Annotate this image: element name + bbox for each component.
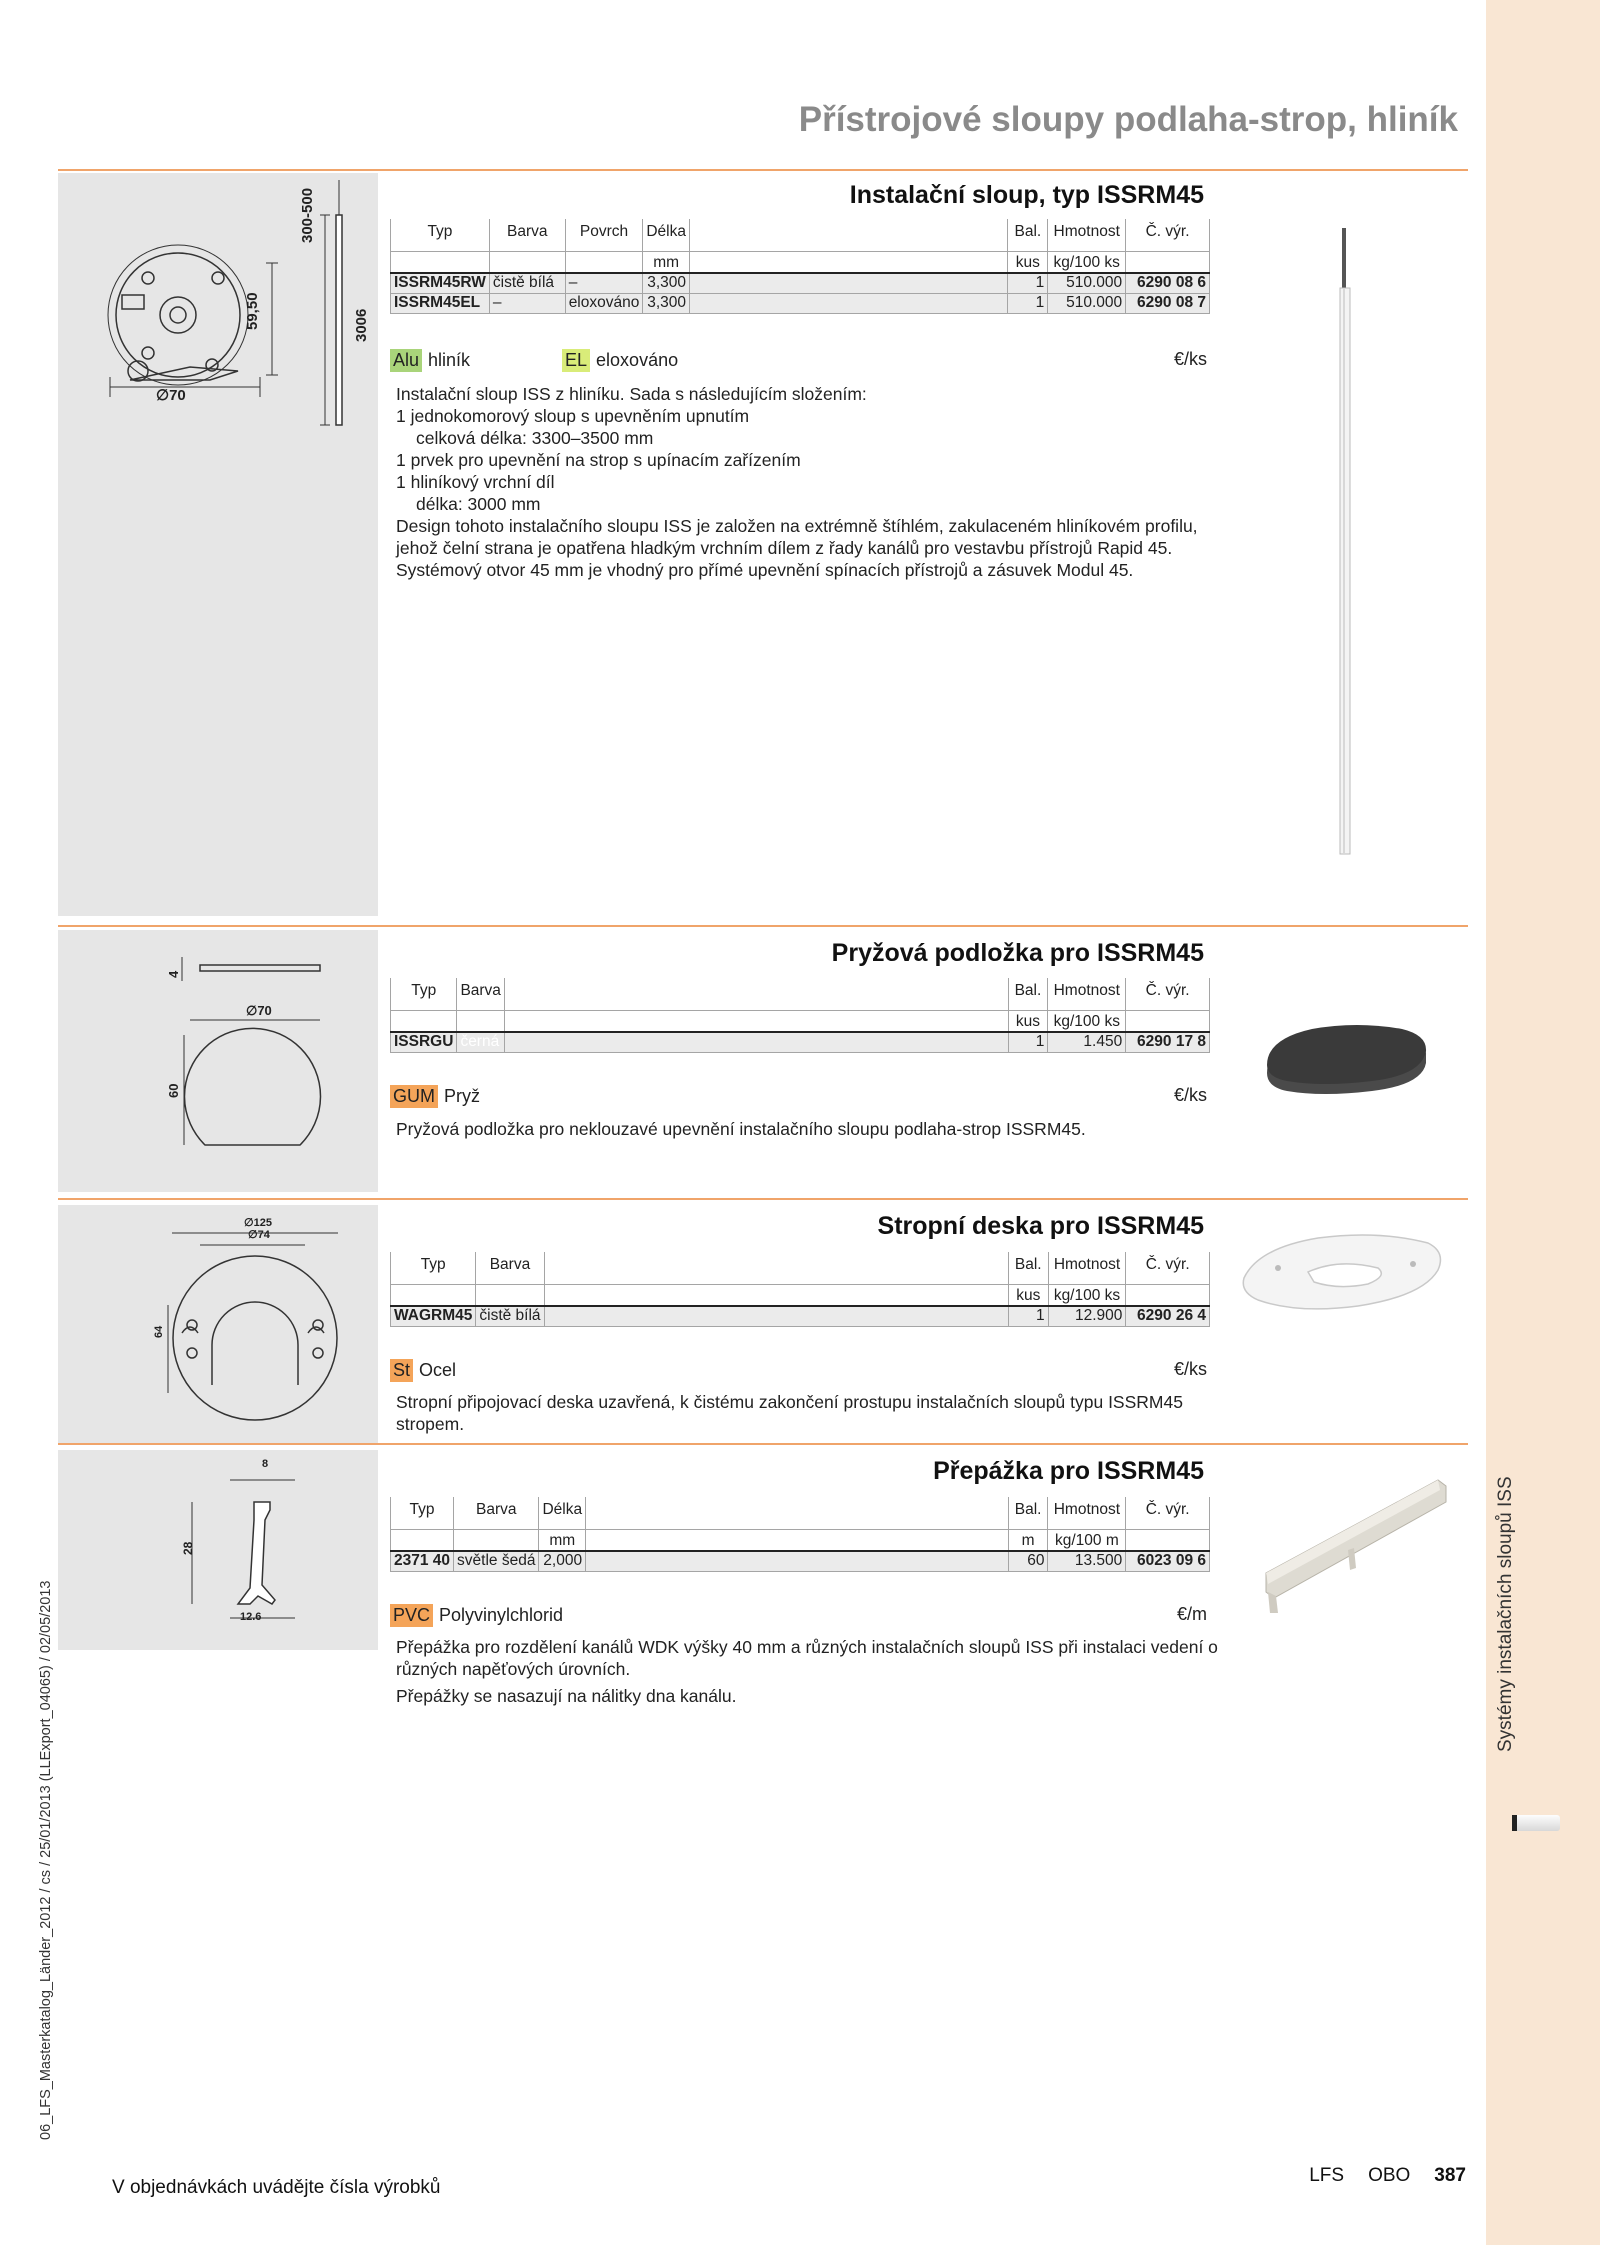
col-header-barva: Barva [489, 219, 565, 251]
material-badge: PVC [390, 1604, 433, 1627]
section-title: Přepážka pro ISSRM45 [933, 1457, 1204, 1485]
footer-note: V objednávkách uvádějte čísla výrobků [112, 2177, 441, 2198]
section-title: Stropní deska pro ISSRM45 [877, 1212, 1204, 1240]
section-title: Instalační sloup, typ ISSRM45 [849, 181, 1204, 209]
material-badge: St [390, 1359, 413, 1382]
column-product-image [1330, 220, 1360, 860]
finish-legend: EL eloxováno [562, 349, 678, 372]
dim-thickness-label: 4 [166, 970, 181, 978]
material-legend: St Ocel [390, 1359, 456, 1382]
side-strip [1486, 0, 1600, 2245]
rubber-pad-product-image [1262, 1025, 1432, 1100]
pad-technical-drawing [160, 945, 340, 1165]
product-description: Instalační sloup ISS z hliníku. Sada s následujícím složením: 1 jednokomorový sloup s upevněním upnutím celková délka: 3300–3500 mm 1 prvek pro upevnění na strop s upínacím zařízením 1 hliníkový vrchní díl délka: 3000 mm Design tohoto instalačního sloupu ISS je založen na extrémně štíhlém, zakulaceném hliníkovém profilu, jehož čelní strana je opatřena hladkým vrchním dílem z řady kanálů pro vestavbu přístrojů Rapid 45. Systémový otvor 45 mm je vhodný pro přímé upevnění spínacích přístrojů a zásuvek Modul 45. [396, 384, 1198, 580]
dim-top-width-label: 8 [262, 1458, 269, 1470]
table-row: ISSRM45EL – eloxováno 3,300 1 510.000 6290 08 7 [391, 293, 1210, 313]
side-tab-marker [1512, 1815, 1560, 1831]
side-category-label: Systémy instalačních sloupů ISS [1495, 1476, 1516, 1752]
section-divider [58, 169, 1468, 171]
page-title: Přístrojové sloupy podlaha-strop, hliník [798, 100, 1458, 139]
col-header-cislo: Č. výr. [1126, 219, 1210, 251]
ceiling-plate-technical-drawing [150, 1225, 350, 1435]
dim-outer-diameter-label: ∅125 [244, 1217, 272, 1229]
col-header-povrch: Povrch [565, 219, 643, 251]
col-header-bal: Bal. [1008, 219, 1048, 251]
unit-delka: mm [643, 251, 690, 273]
dim-width-label: 59,50 [244, 292, 261, 330]
price-unit: €/m [1176, 1604, 1207, 1624]
material-badge: GUM [390, 1085, 438, 1108]
vertical-footer-note: 06_LFS_Masterkatalog_Länder_2012 / cs / 25/01/2013 (LLExport_04065) / 02/05/2013 [38, 1580, 54, 2140]
product-table: Typ Barva Délka Bal. Hmotnost Č. výr. mm m kg/100 m 2371 40 světle šedá 2,000 60 13.500 6023 09 6 [390, 1497, 1210, 1572]
footer-brand: LFS OBO 387 [1309, 2165, 1466, 2186]
dim-top-label: 300-500 [299, 187, 316, 243]
product-table [390, 219, 1210, 314]
dim-inner-diameter-label: ∅74 [248, 1229, 270, 1241]
price-unit: €/ks [1173, 1085, 1207, 1105]
page-number: 387 [1434, 2165, 1466, 2186]
material-legend: Alu hliník [390, 349, 470, 372]
section-divider [58, 1198, 1468, 1200]
dim-height-label: 60 [166, 1083, 181, 1098]
table-row: WAGRM45 čistě bílá 1 12.900 6290 26 4 [391, 1306, 1210, 1326]
product-description: Přepážka pro rozdělení kanálů WDK výšky 40 mm a různých instalačních sloupů ISS při instalaci vedení o různých napěťových úrovních. Přepážky se nasazují na nálitky dna kanálu. [396, 1637, 1218, 1706]
table-row: ISSRM45RW čistě bílá – 3,300 1 510.000 6290 08 6 [391, 273, 1210, 293]
dim-height-label: 64 [153, 1325, 165, 1338]
dim-base-width-label: 12.6 [240, 1611, 262, 1623]
finish-badge: EL [562, 349, 590, 372]
divider-product-image [1258, 1468, 1448, 1628]
unit-bal: kus [1008, 251, 1048, 273]
dim-diameter-label: ∅70 [246, 1003, 272, 1018]
product-table: Typ Barva Bal. Hmotnost Č. výr. kus kg/100 ks WAGRM45 čistě bílá 1 12.900 6290 26 4 [390, 1252, 1210, 1327]
unit-hmotnost: kg/100 ks [1048, 251, 1126, 273]
table-row: ISSRGU černá 1 1.450 6290 17 8 [391, 1032, 1210, 1052]
product-description: Stropní připojovací deska uzavřená, k čistému zakončení prostupu instalačních sloupů typu ISSRM45 stropem. [396, 1392, 1183, 1434]
price-unit: €/ks [1173, 349, 1207, 369]
table-row: 2371 40 světle šedá 2,000 60 13.500 6023 09 6 [391, 1551, 1210, 1571]
dim-length-label: 3006 [353, 308, 370, 342]
material-badge: Alu [390, 349, 422, 372]
col-header-typ: Typ [391, 219, 490, 251]
col-header-hmotnost: Hmotnost [1048, 219, 1126, 251]
section-divider [58, 1443, 1468, 1445]
col-header-delka: Délka [643, 219, 690, 251]
section-divider [58, 925, 1468, 927]
section-title: Pryžová podložka pro ISSRM45 [831, 939, 1204, 967]
material-legend: GUM Pryž [390, 1085, 480, 1108]
price-unit: €/ks [1173, 1359, 1207, 1379]
dim-height-label: 28 [181, 1541, 195, 1555]
dim-diameter-label: ∅70 [156, 387, 186, 404]
product-description: Pryžová podložka pro neklouzavé upevnění instalačního sloupu podlaha-strop ISSRM45. [396, 1119, 1086, 1139]
product-table: Typ Barva Bal. Hmotnost Č. výr. kus kg/100 ks ISSRGU černá 1 1.450 6290 17 8 [390, 978, 1210, 1053]
ceiling-plate-product-image [1238, 1228, 1448, 1318]
material-legend: PVC Polyvinylchlorid [390, 1604, 563, 1627]
